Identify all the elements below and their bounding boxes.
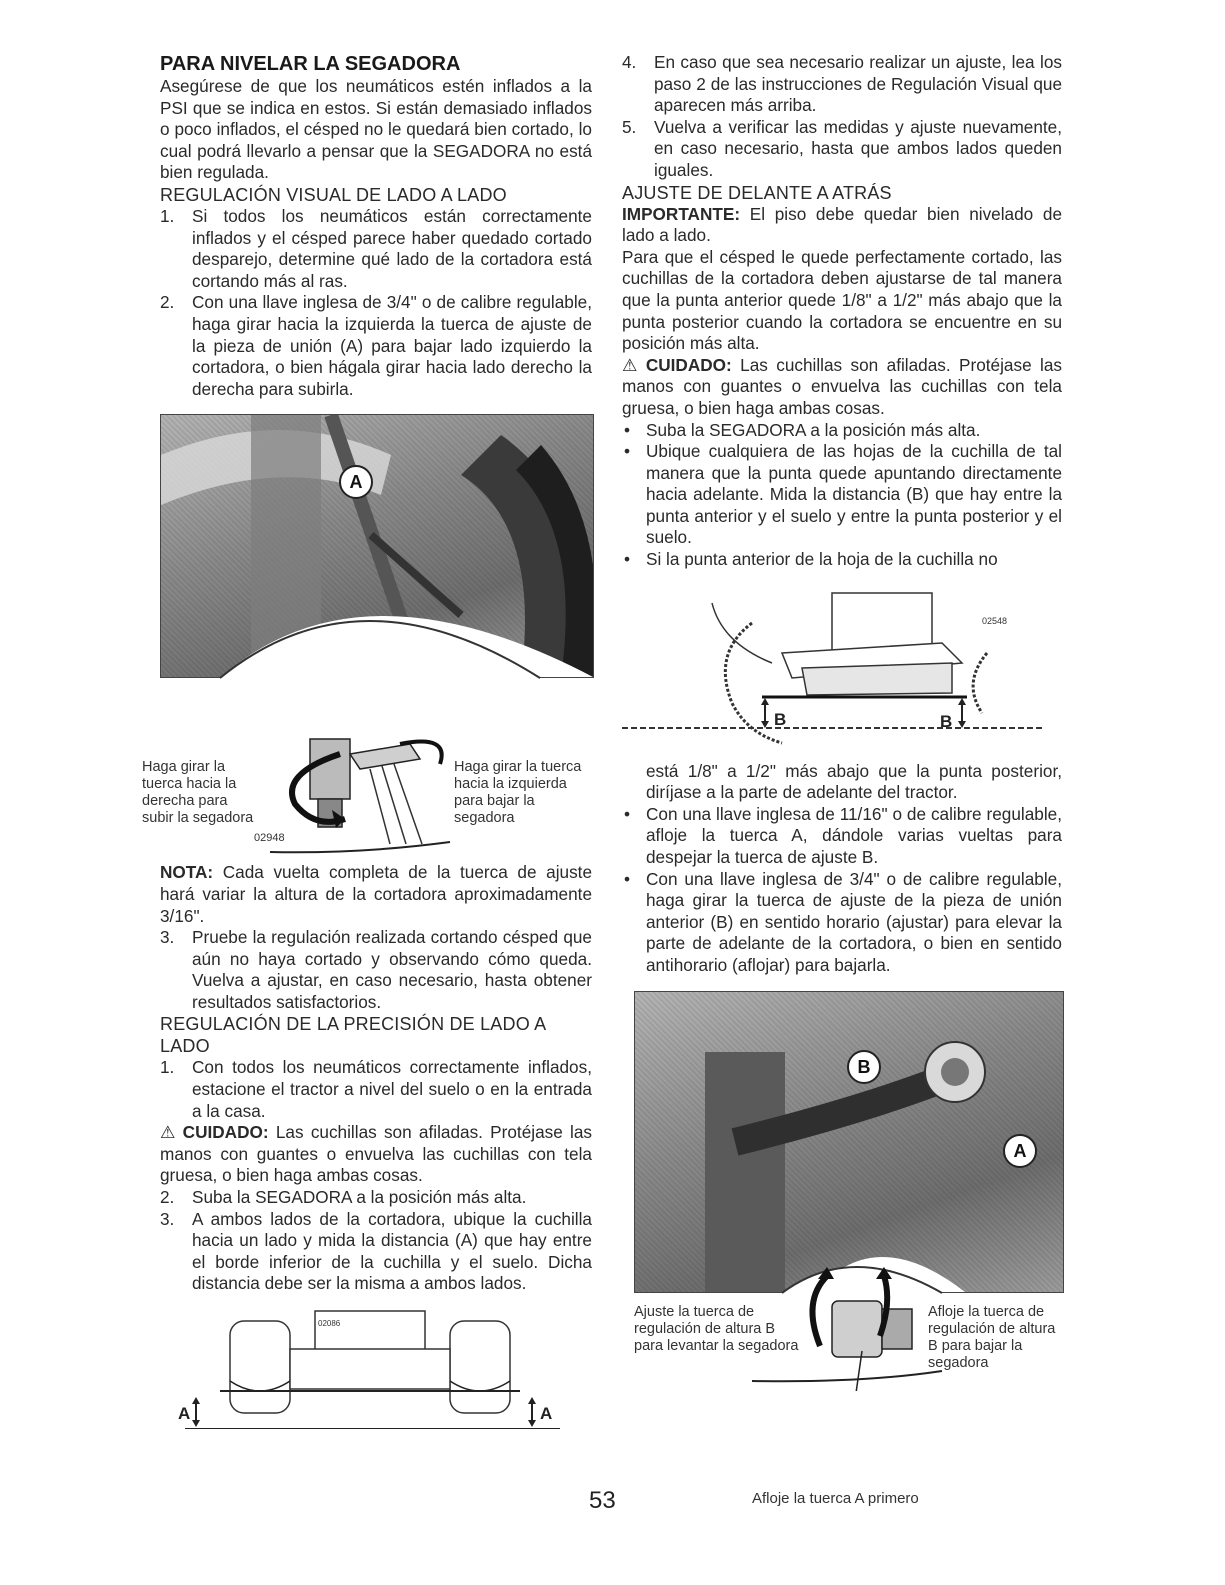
visual-heading: REGULACIÓN VISUAL DE LADO A LADO [160,184,507,205]
figure-front-adjust [622,991,1062,1391]
continued-paragraph: está 1/8" a 1/2" más abajo que la punta posterior, diríjase a la parte de adelante del tractor. [646,760,1062,803]
warning-icon: ⚠ [160,1122,176,1143]
step-number: 1. [160,1057,175,1078]
step-5 [622,117,1062,182]
step-text: Suba la SEGADORA a la posición más alta. [192,1187,527,1208]
bullet-text: Con una llave inglesa de 11/16" o de calibre regulable, afloje la tuerca A, dándole varias vueltas para despejar la tuerca de ajuste B. [646,803,1062,868]
step-text: Con todos los neumáticos correctamente inflados, estacione el tractor a nivel del suelo o en la entrada a la casa. [192,1057,592,1121]
step-number: 2. [160,292,175,313]
caption-left: Haga girar la tuerca hacia la derecha para subir la segadora [142,759,254,827]
nota-paragraph [160,862,592,927]
callout-a: A [1003,1134,1037,1168]
step-number: 5. [622,116,637,137]
precision-step-2 [160,1187,592,1209]
callout-a: A [339,465,373,499]
caution-label: CUIDADO: [182,1122,269,1143]
intro-paragraph: Asegúrese de que los neumáticos estén inflados a la PSI que se indica en estos. Si están demasiado inflados o poco inflados, el césped no le quedará bien cortado, lo cual podrá llevarlo a pensar que la SEGADORA no está bien regulada. [160,76,592,183]
bullet-icon: • [624,441,631,462]
nota-text: Cada vuelta completa de la tuerca de ajuste hará variar la altura de la cortadora aproximadamente 3/16". [160,862,592,926]
right-column [622,52,1062,1399]
mower-deck-diagram [160,1309,592,1429]
step-text: A ambos lados de la cortadora, ubique la cuchilla hacia un lado y mida la distancia (A) que hay entre el borde inferior de la cuchilla y el suelo. Dicha distancia debe ser la misma a ambos lados. [192,1208,592,1294]
caution-text: Las cuchillas son afiladas. Protéjase las manos con guantes o envuelva las cuchillas con tela gruesa, o bien haga ambas cosas. [160,1122,593,1186]
left-column [142,52,593,1437]
figure-number: 02948 [254,832,285,845]
precision-step-3 [160,1209,592,1295]
dimension-label-left: A [178,1404,191,1423]
bullet-text: Ubique cualquiera de las hojas de la cuchilla de tal manera que la punta quede apuntando directamente hacia adelante. Mida la distancia (B) que hay entre la punta anterior y el suelo y entre la punta posterior y el suelo. [646,441,1062,548]
warning-icon: ⚠ [622,354,638,375]
caution-paragraph [160,1122,592,1187]
step-number: 2. [160,1187,175,1208]
dimension-label-right: B [940,711,953,731]
bullet-text: Si la punta anterior de la hoja de la cuchilla no [646,549,998,570]
caption-right: Afloje la tuerca de regulación de altura B para bajar la segadora [928,1303,1056,1371]
important-paragraph [622,204,1062,247]
bullet-item [622,804,1062,869]
section-title: PARA NIVELAR LA SEGADORA [160,53,461,75]
bullet-text: Suba la SEGADORA a la posición más alta. [646,419,981,440]
bullet-icon: • [624,419,631,440]
step-4 [622,52,1062,117]
step-text: En caso que sea necesario realizar un ajuste, lea los paso 2 de las instrucciones de Regulación Visual que aparecen más arriba. [654,52,1062,116]
front-rear-heading: AJUSTE DE DELANTE A ATRÁS [622,182,892,203]
bullet-item [622,869,1062,977]
blade-paragraph: Para que el césped le quede perfectamente cortado, las cuchillas de la cortadora deben ajustarse de tal manera que la punta anterior quede 1/8" a 1/2" más abajo que la punta posterior cuando la cortadora se encuentre en su posición más alta. [622,246,1062,354]
nota-label: NOTA: [160,862,214,883]
figure-mower-front [160,1309,592,1429]
step-text: Si todos los neumáticos están correctamente inflados y el césped parece haber quedado cortado desparejo, determine qué lado de la cortadora está cortando más al ras. [192,205,592,291]
caution-label: CUIDADO: [645,354,732,375]
bullet-item [622,441,1062,549]
figure-footnote: Afloje la tuerca A primero [752,1490,919,1507]
visual-step-1 [160,206,592,292]
tractor-side-diagram [622,583,1062,753]
figure-number: 02548 [982,615,1008,626]
bullet-icon: • [624,803,631,824]
step-text: Pruebe la regulación realizada cortando césped que aún no haya cortado y observando cómo queda. Vuelva a ajustar, en caso necesario, hasta obtener resultados satisfactorios. [192,927,592,1012]
dimension-label-left: B [774,709,787,729]
step-number: 1. [160,205,175,226]
bullet-icon: • [624,868,631,889]
visual-step-2 [160,292,592,400]
step-number: 3. [160,927,175,948]
figure-blade-measure [622,583,1062,753]
caution-text: Las cuchillas son afiladas. Protéjase las manos con guantes o envuelva las cuchillas con tela gruesa, o bien haga ambas cosas. [622,354,1062,418]
precision-step-1 [160,1057,592,1122]
important-text: El piso debe quedar bien nivelado de lado a lado. [622,203,1063,246]
dimension-label-right: A [540,1404,553,1423]
caution-paragraph [622,355,1062,420]
figure-number: 02086 [318,1319,341,1328]
step-number: 4. [622,52,637,72]
visual-step-3 [160,927,592,1013]
bullet-text: Con una llave inglesa de 3/4" o de calibre regulable, haga girar la tuerca de ajuste de la pieza de unión anterior (B) en sentido horario (ajustar) para elevar la parte de adelante de la cortadora, o bien en sentido antihorario (aflojar) para bajarla. [646,868,1062,975]
bullet-item [622,420,1062,442]
caption-left: Ajuste la tuerca de regulación de altura B para levantar la segadora [634,1303,799,1354]
precision-heading: REGULACIÓN DE LA PRECISIÓN DE LADO A LADO [160,1014,546,1057]
step-number: 3. [160,1208,175,1229]
step-text: Con una llave inglesa de 3/4" o de calibre regulable, haga girar hacia la izquierda la tuerca de ajuste de la pieza de unión (A) para bajar lado izquierdo la cortadora, o bien hágala girar hacia lado derecho la derecha para subirla. [192,292,592,399]
bullet-icon: • [624,549,631,570]
caption-right: Haga girar la tuerca hacia la izquierda para bajar la segadora [454,759,582,827]
step-text: Vuelva a verificar las medidas y ajuste nuevamente, en caso necesario, hasta que ambos lados queden iguales. [654,116,1062,180]
figure-nut-rotation [142,414,592,854]
bullet-item [622,549,1062,571]
callout-b: B [847,1050,881,1084]
page-number: 53 [589,1487,616,1514]
important-label: IMPORTANTE: [622,203,741,224]
